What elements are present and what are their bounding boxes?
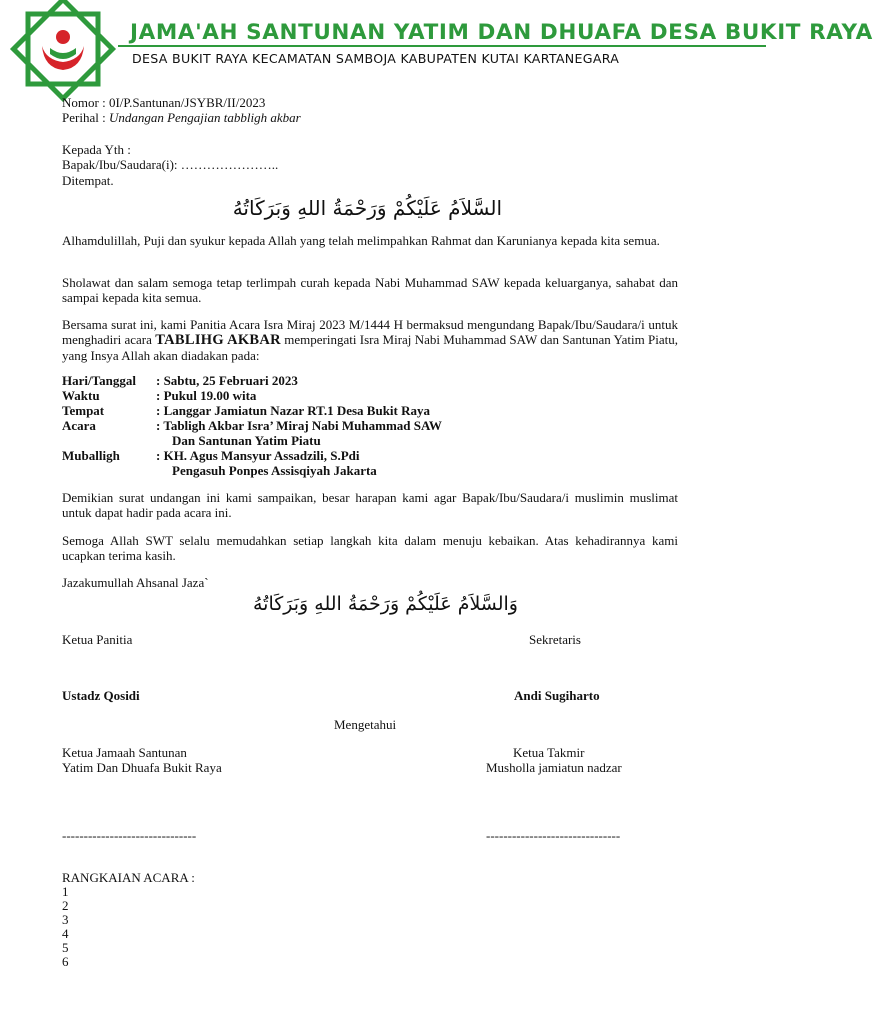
detail-label-date: Hari/Tanggal: [62, 373, 136, 388]
letter-number: Nomor : 0I/P.Santunan/JSYBR/II/2023: [62, 95, 266, 110]
organization-address: DESA BUKIT RAYA KECAMATAN SAMBOJA KABUPATEN KUTAI KARTANEGARA: [132, 51, 620, 66]
letterhead-rule: [118, 45, 766, 47]
organization-name: JAMA'AH SANTUNAN YATIM DAN DHUAFA DESA BUKIT RAYA: [130, 20, 873, 45]
signature-title-community-1: Ketua Jamaah Santunan: [62, 745, 187, 760]
detail-label-event: Acara: [62, 418, 96, 433]
invitation-text-1: Bersama surat ini, kami Panitia Acara Isra Miraj 2023 M/1444 H bermaksud mengundang Bapak/Ibu/Saudara/i untuk menghadiri acara: [62, 317, 678, 347]
detail-label-time: Waktu: [62, 388, 100, 403]
paragraph-closing: Demikian surat undangan ini kami sampaikan, besar harapan kami agar Bapak/Ibu/Saudara/i muslimin muslimat untuk dapat hadir pada acara ini.: [62, 490, 678, 520]
agenda-item: 5: [62, 940, 69, 955]
agenda-heading: RANGKAIAN ACARA :: [62, 870, 195, 885]
invitation-text-2: memperingati Isra Miraj Nabi Muhammad SAW dan Santunan Yatim Piatu, yang Insya Allah akan diadakan pada:: [62, 332, 678, 363]
agenda-item: 4: [62, 926, 69, 941]
jazakumullah-line: Jazakumullah Ahsanal Jaza`: [62, 575, 209, 590]
signature-line-left: -------------------------------: [62, 828, 197, 843]
detail-value-place: : Langgar Jamiatun Nazar RT.1 Desa Bukit Raya: [156, 403, 431, 418]
detail-value-event-2: Dan Santunan Yatim Piatu: [172, 433, 321, 448]
agenda-item: 6: [62, 954, 69, 969]
signature-name-secretary: Andi Sugiharto: [514, 688, 600, 703]
detail-value-time: : Pukul 19.00 wita: [156, 388, 257, 403]
detail-label-speaker: Muballigh: [62, 448, 120, 463]
signature-title-chair: Ketua Panitia: [62, 632, 133, 647]
detail-value-speaker: : KH. Agus Mansyur Assadzili, S.Pdi: [156, 448, 360, 463]
agenda-item: 1: [62, 884, 69, 899]
detail-value-event: : Tabligh Akbar Isra’ Miraj Nabi Muhammad SAW: [156, 418, 442, 433]
subject-line: [62, 110, 301, 125]
recipient-heading: Kepada Yth :: [62, 142, 131, 157]
signature-name-chair: Ustadz Qosidi: [62, 688, 140, 703]
detail-label-place: Tempat: [62, 403, 105, 418]
paragraph-invitation: [62, 317, 678, 363]
arabic-greeting: السَّلاَمُ عَلَيْكُمْ وَرَحْمَةُ اللهِ وَبَرَكَاتُهُ: [232, 196, 502, 220]
detail-value-date: : Sabtu, 25 Februari 2023: [156, 373, 298, 388]
signature-title-community-2: Yatim Dan Dhuafa Bukit Raya: [62, 760, 222, 775]
event-name-emphasis: TABLIHG AKBAR: [155, 332, 281, 348]
acknowledged-label: Mengetahui: [334, 717, 397, 732]
recipient-place: Ditempat.: [62, 173, 114, 188]
subject-label: Perihal :: [62, 110, 106, 125]
signature-title-takmir-2: Musholla jamiatun nadzar: [486, 760, 622, 775]
signature-title-takmir-1: Ketua Takmir: [513, 745, 585, 760]
agenda-item: 3: [62, 912, 69, 927]
paragraph-praise: Alhamdulillah, Puji dan syukur kepada Allah yang telah melimpahkan Rahmat dan Karunianya kepada kita semua.: [62, 233, 660, 248]
subject-value: Undangan Pengajian tabbligh akbar: [108, 110, 301, 125]
recipient-name-line: Bapak/Ibu/Saudara(i): …………………..: [62, 157, 279, 172]
arabic-closing: وَالسَّلاَمُ عَلَيْكُمْ وَرَحْمَةُ اللهِ وَبَرَكَاتُهُ: [252, 593, 518, 615]
organization-logo: [10, 8, 116, 90]
signature-title-secretary: Sekretaris: [529, 632, 581, 647]
signature-line-right: -------------------------------: [486, 828, 621, 843]
detail-value-speaker-2: Pengasuh Ponpes Assisqiyah Jakarta: [172, 463, 377, 478]
paragraph-prayer: Semoga Allah SWT selalu memudahkan setiap langkah kita dalam menuju kebaikan. Atas kehadirannya kami ucapkan terima kasih.: [62, 533, 678, 563]
agenda-item: 2: [62, 898, 69, 913]
paragraph-sholawat: Sholawat dan salam semoga tetap terlimpah curah kepada Nabi Muhammad SAW kepada keluarganya, sahabat dan sampai kepada kita semua.: [62, 275, 678, 305]
